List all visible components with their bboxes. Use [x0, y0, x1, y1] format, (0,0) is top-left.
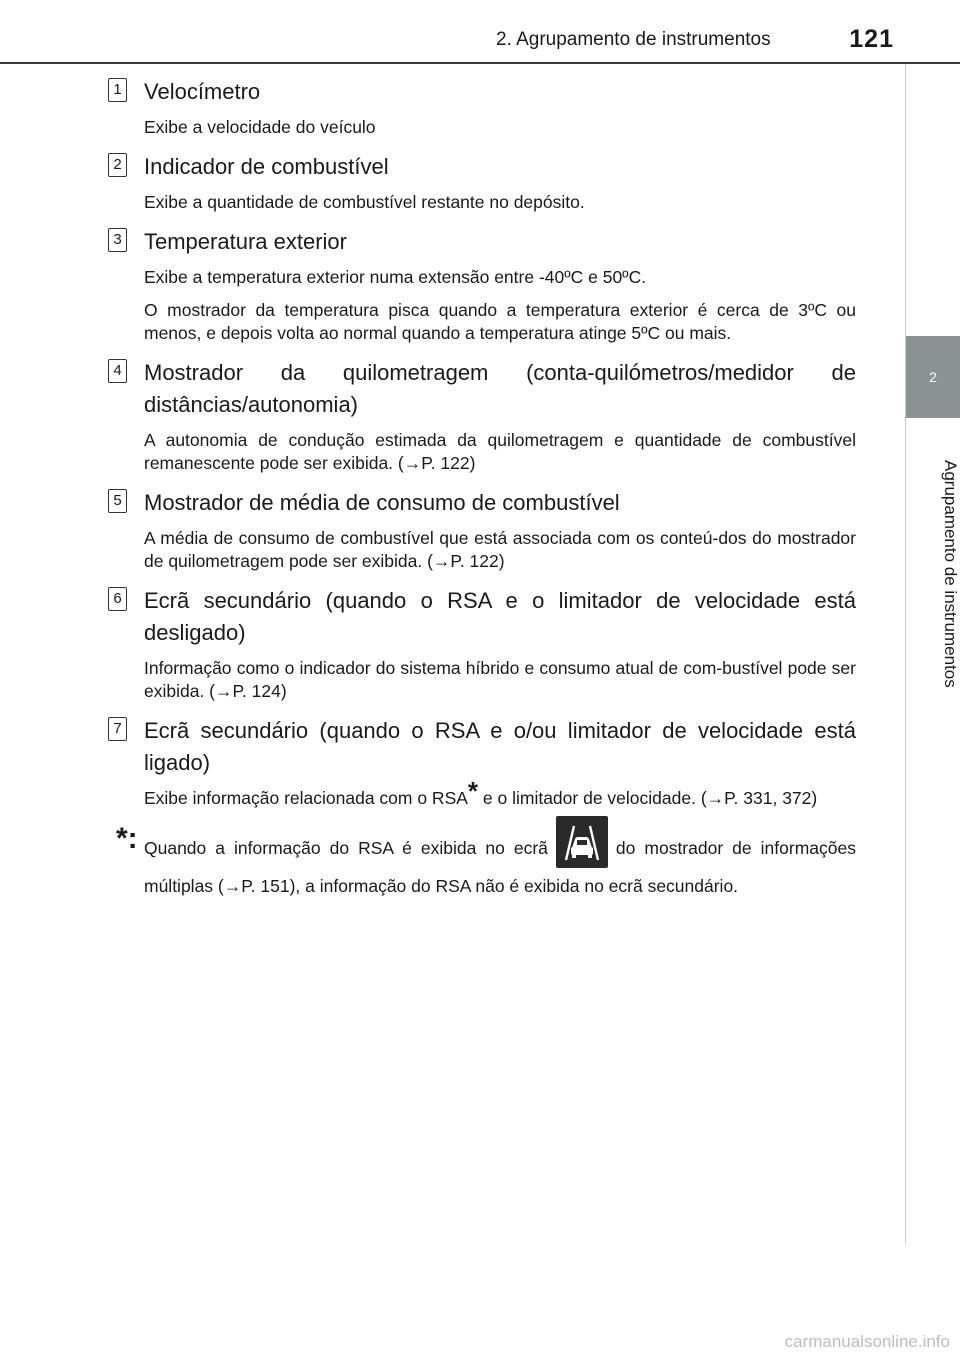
item-description-part: e o limitador de velocidade. (→P. 331, 372) — [478, 788, 818, 808]
item-title: Indicador de combustível — [144, 154, 389, 179]
list-item-secondary-display-off — [108, 585, 856, 703]
item-description: Exibe a velocidade do veículo — [144, 117, 376, 137]
item-number-badge: 1 — [108, 78, 127, 102]
item-title: Mostrador da quilometragem (conta-quilómetros/medidor de distâncias/autonomia) — [144, 360, 856, 417]
item-description — [144, 776, 856, 810]
footnote — [108, 822, 856, 904]
footnote-text — [144, 830, 856, 904]
item-description: Informação como o indicador do sistema híbrido e consumo atual de com-bustível pode ser exibida. (→P. 124) — [144, 658, 856, 701]
item-number-badge: 4 — [108, 359, 127, 383]
list-item-average-fuel-consumption — [108, 487, 856, 573]
item-title: Temperatura exterior — [144, 229, 347, 254]
chapter-tab-number: 2 — [906, 336, 960, 418]
running-header-section: 2. Agrupamento de instrumentos — [496, 29, 771, 50]
item-description: A autonomia de condução estimada da quilometragem e quantidade de combustível remanescente pode ser exibida. (→P. 122) — [144, 430, 856, 473]
item-description: Exibe a temperatura exterior numa extensão entre -40ºC e 50ºC. — [144, 267, 647, 287]
item-title: Ecrã secundário (quando o RSA e o limitador de velocidade está desligado) — [144, 588, 856, 645]
list-item-secondary-display-on — [108, 715, 856, 810]
item-title: Mostrador de média de consumo de combustível — [144, 490, 620, 515]
footnote-star-ref: * — [467, 776, 479, 806]
item-title: Ecrã secundário (quando o RSA e o/ou limitador de velocidade está ligado) — [144, 718, 856, 775]
header-divider — [0, 62, 960, 64]
footnote-text-part: do mostrador de informações múltiplas (→P. 151), a informação do RSA não é exibida no ecrã secundário. — [144, 838, 856, 897]
item-description-part: Exibe informação relacionada com o RSA — [144, 788, 468, 808]
rsa-car-icon — [556, 816, 608, 868]
item-number-badge: 5 — [108, 489, 127, 513]
page-number: 121 — [849, 25, 894, 53]
chapter-tab-title: Agrupamento de instrumentos — [941, 460, 960, 688]
item-number-badge: 3 — [108, 228, 127, 252]
item-number-badge: 2 — [108, 153, 127, 177]
main-content — [108, 76, 856, 904]
list-item-outside-temperature — [108, 226, 856, 345]
item-description: A média de consumo de combustível que está associada com os conteú-dos do mostrador de quilometragem pode ser exibida. (→P. 122) — [144, 528, 856, 571]
list-item-speedometer — [108, 76, 856, 139]
item-title: Velocímetro — [144, 79, 261, 104]
item-number-badge: 6 — [108, 587, 127, 611]
list-item-odometer — [108, 357, 856, 475]
footnote-text-part: Quando a informação do RSA é exibida no ecrã — [144, 838, 548, 858]
item-description: Exibe a quantidade de combustível restante no depósito. — [144, 192, 585, 212]
item-description: O mostrador da temperatura pisca quando a temperatura exterior é cerca de 3ºC ou menos, e depois volta ao normal quando a temperatura atinge 5ºC ou mais. — [144, 300, 856, 343]
list-item-fuel-gauge — [108, 151, 856, 214]
watermark: carmanualsonline.info — [784, 1332, 950, 1351]
item-number-badge: 7 — [108, 717, 127, 741]
footnote-marker: *: — [116, 822, 138, 855]
